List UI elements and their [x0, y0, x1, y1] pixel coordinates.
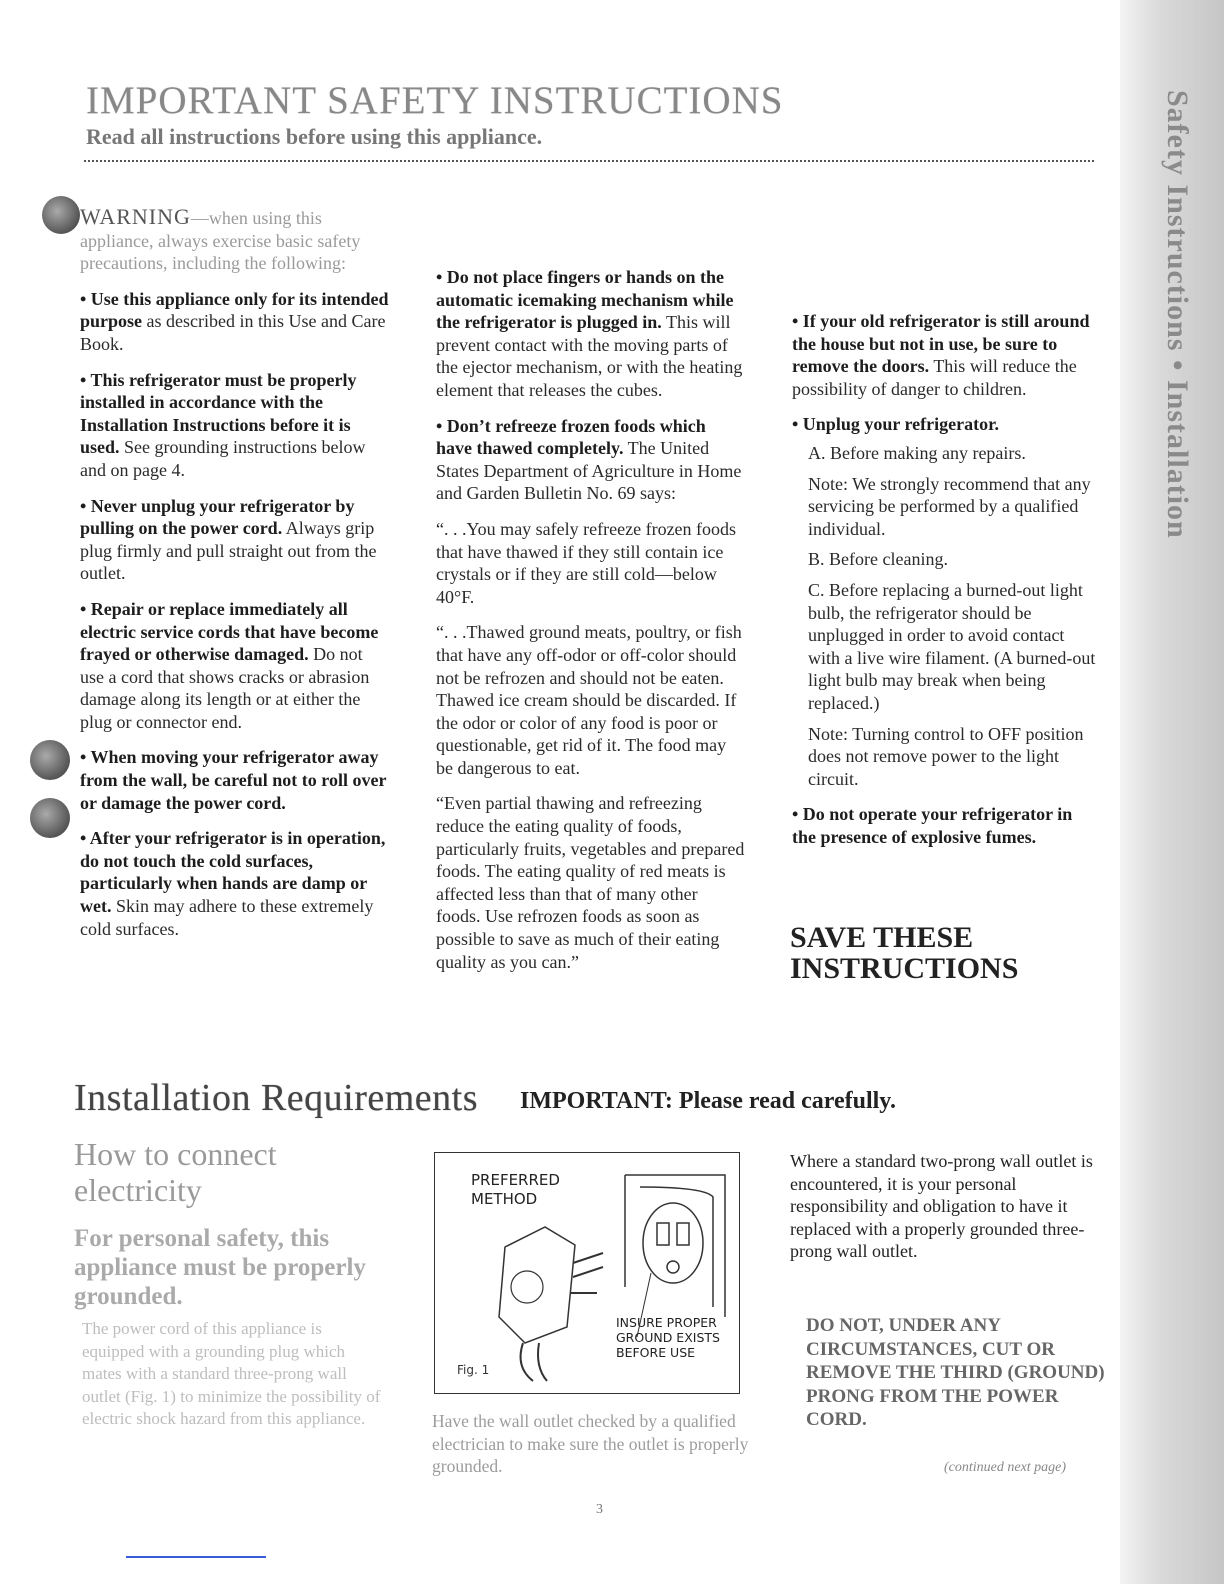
figure-caption: Have the wall outlet checked by a qualified electrician to make sure the outlet is properly grounded.	[432, 1411, 749, 1476]
grounding-paragraph: The power cord of this appliance is equipped with a grounding plug which mates with a standard three-prong wall outlet (Fig. 1) to minimize the possibility of electric shock hazard from this appliance.	[82, 1319, 381, 1428]
item-text: Always grip plug firmly and pull straight out from the outlet.	[80, 518, 377, 584]
connect-electricity-title: How to connect electricity	[74, 1136, 277, 1208]
margin-mark-icon	[30, 798, 70, 838]
warning-symbol-icon	[42, 196, 80, 234]
cord-icon	[521, 1343, 533, 1381]
figure-1-box	[434, 1152, 740, 1394]
safety-column-1	[80, 206, 390, 953]
figure-label-line: INSURE PROPER	[616, 1315, 717, 1330]
safety-column-3	[792, 310, 1097, 861]
figure-label-line: PREFERRED	[471, 1171, 560, 1189]
item-bold: • Never unplug your refrigerator by pulling on the power cord.	[80, 495, 355, 539]
usda-quote-1: “. . .You may safely refreeze frozen foods that have thawed if they still contain ice crystals or if they are still cold—below 40°F.	[436, 518, 737, 607]
page-subtitle: Read all instructions before using this appliance.	[86, 124, 543, 149]
unplug-heading: • Unplug your refrigerator.	[792, 414, 999, 435]
old-fridge-bold: • If your old refrigerator is still around the house but not in use, be sure to remove the doors.	[792, 311, 1090, 377]
margin-mark-icon	[30, 740, 70, 780]
installation-title: Installation Requirements	[74, 1077, 479, 1119]
side-strip-text: Safety Instructions • Installation	[1161, 90, 1194, 539]
outlet-icon	[643, 1203, 703, 1283]
bottom-rule	[126, 1556, 266, 1558]
figure-label-line: GROUND EXISTS	[616, 1330, 720, 1345]
unplug-item-c: C. Before replacing a burned-out light bulb, the refrigerator should be unplugged in order to avoid contact with a live wire filament. (A burned-out light bulb may break when being replaced.)	[808, 579, 1096, 713]
item-text: The United States Department of Agriculture in Home and Garden Bulletin No. 69 says:	[436, 438, 742, 504]
continued-note: (continued next page)	[944, 1460, 1067, 1475]
page-title: IMPORTANT SAFETY INSTRUCTIONS	[86, 79, 784, 122]
item-bold: • This refrigerator must be properly installed in accordance with the Installation Instructions before it is used.	[80, 369, 357, 458]
item-bold: • Do not place fingers or hands on the automatic icemaking mechanism while the refrigerator is plugged in.	[436, 267, 734, 333]
old-fridge-text: This will reduce the possibility of danger to children.	[792, 356, 1077, 399]
unplug-item-b: B. Before cleaning.	[808, 549, 948, 570]
explosive-fumes-warning: • Do not operate your refrigerator in the presence of explosive fumes.	[792, 804, 1073, 847]
wall-plate-icon	[625, 1175, 725, 1317]
safety-column-2	[436, 266, 746, 986]
save-heading-line-1: SAVE THESE	[790, 921, 974, 954]
unplug-item-a: A. Before making any repairs.	[808, 442, 1026, 463]
item-text: Do not use a cord that shows cracks or abrasion damage along its length or at either the plug or connector end.	[80, 644, 370, 732]
page-number: 3	[596, 1502, 603, 1517]
figure-label-line: BEFORE USE	[616, 1345, 696, 1360]
figure-label-insure	[616, 1315, 720, 1360]
warning-lead: WARNING	[80, 204, 191, 229]
item-bold: • When moving your refrigerator away from the wall, be careful not to roll over or damage the power cord.	[80, 747, 387, 813]
item-text: This will prevent contact with the moving parts of the ejector mechanism, or with the heating element that releases the cubes.	[436, 312, 743, 400]
installation-important: IMPORTANT: Please read carefully.	[520, 1088, 896, 1114]
warning-text: —when using this appliance, always exercise basic safety precautions, including the following:	[80, 208, 361, 274]
usda-quote-2: “. . .Thawed ground meats, poultry, or fish that have any off-odor or off-color should not be refrozen and should not be eaten. Thawed ice cream should be discarded. If the odor or color of any food is poor or questionable, get rid of it. The food may be dangerous to eat.	[436, 622, 742, 778]
figure-label-line: METHOD	[471, 1190, 538, 1208]
plug-icon	[499, 1227, 575, 1343]
item-text: as described in this Use and Care Book.	[80, 311, 386, 354]
two-prong-paragraph: Where a standard two-prong wall outlet is encountered, it is your personal responsibility and obligation to have it replaced with a properly grounded three-prong wall outlet.	[790, 1151, 1093, 1262]
item-text: Skin may adhere to these extremely cold surfaces.	[80, 896, 374, 939]
item-bold: • Use this appliance only for its intended purpose	[80, 288, 389, 332]
unplug-note-2: Note: Turning control to OFF position does not remove power to the light circuit.	[808, 723, 1084, 789]
save-instructions-heading	[790, 922, 1090, 984]
item-bold: • Don’t refreeze frozen foods which have thawed completely.	[436, 415, 706, 459]
usda-quote-3: “Even partial thawing and refreezing reduce the eating quality of foods, particularly fruits, vegetables and prepared foods. The eating quality of red meats is affected less than that of many other foods. Use refrozen foods as soon as possible to save as much of their eating quality as you can.”	[436, 793, 745, 972]
item-text: See grounding instructions below and on page 4.	[80, 437, 366, 480]
save-heading-line-2: INSTRUCTIONS	[790, 952, 1019, 985]
ground-prong-caution: DO NOT, UNDER ANY CIRCUMSTANCES, CUT OR REMOVE THE THIRD (GROUND) PRONG FROM THE POWER CORD.	[806, 1315, 1105, 1430]
unplug-note-1: Note: We strongly recommend that any servicing be performed by a qualified individual.	[808, 473, 1091, 539]
grounding-heading: For personal safety, this appliance must be properly grounded.	[74, 1225, 366, 1310]
item-bold: • After your refrigerator is in operation, do not touch the cold surfaces, particularly when hands are damp or wet.	[80, 828, 386, 917]
figure-number: Fig. 1	[457, 1363, 490, 1377]
item-bold: • Repair or replace immediately all electric service cords that have become frayed or otherwise damaged.	[80, 598, 379, 665]
header-divider	[84, 160, 1094, 162]
